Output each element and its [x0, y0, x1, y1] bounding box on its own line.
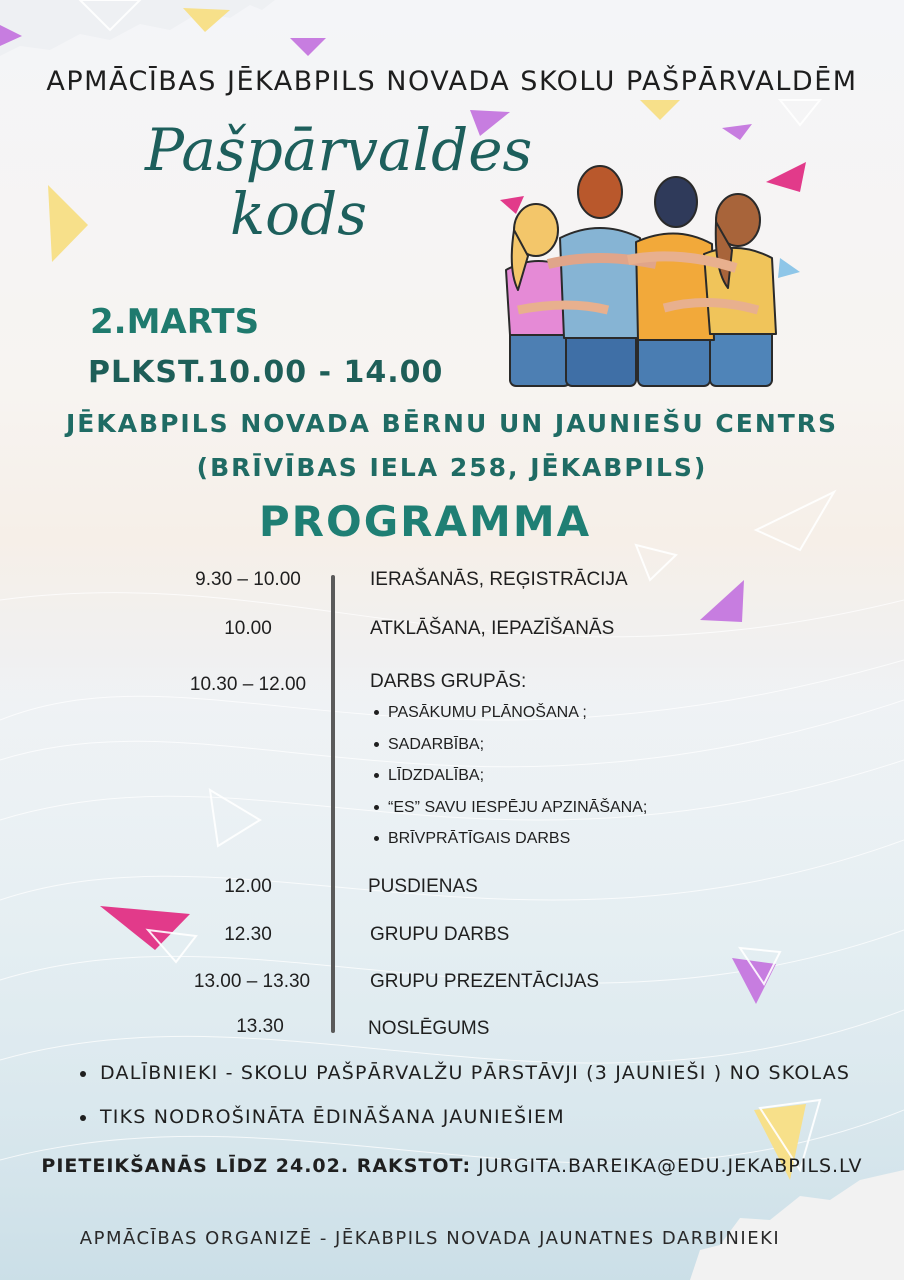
- note-participants: DALĪBNIEKI - SKOLU PAŠPĀRVALŽU PĀRSTĀVJI (3 JAUNIEŠI ) NO SKOLAS: [78, 1058, 850, 1102]
- signup-email-link[interactable]: JURGITA.BAREIKA@EDU.JEKABPILS.LV: [478, 1155, 863, 1177]
- list-item: PASĀKUMU PLĀNOŠANA ;: [370, 700, 647, 732]
- program-row-time: 12.00: [224, 876, 272, 897]
- list-item: “ES” SAVU IESPĒJU APZINĀŠANA;: [370, 795, 647, 827]
- program-row-activity: GRUPU DARBS: [370, 924, 510, 945]
- triangle-yellow: [183, 8, 230, 32]
- program-row-time: 13.30: [236, 1016, 284, 1037]
- script-title-line1: Pašpārvaldes: [145, 116, 533, 184]
- program-row-time: 12.30: [224, 924, 272, 945]
- program-row-time: 10.00: [224, 618, 272, 639]
- note-catering: TIKS NODROŠINĀTA ĒDINĀŠANA JAUNIEŠIEM: [78, 1102, 850, 1146]
- notes-list: [78, 1058, 850, 1146]
- event-venue: [0, 402, 904, 490]
- program-divider: [331, 575, 335, 1033]
- program-row-activity: DARBS GRUPĀS:: [370, 671, 527, 692]
- organizer-footer: APMĀCĪBAS ORGANIZĒ - JĒKABPILS NOVADA JAUNATNES DARBINIEKI: [79, 1228, 781, 1249]
- program-title: PROGRAMMA: [258, 497, 592, 546]
- triangle-yellow: [48, 185, 88, 262]
- signup-label: PIETEIKŠANĀS LĪDZ 24.02. RAKSTOT:: [41, 1155, 472, 1177]
- program-row-activity: ATKLĀŠANA, IEPAZĪŠANĀS: [370, 618, 615, 639]
- event-date: 2.MARTS: [90, 302, 260, 342]
- event-time: PLKST.10.00 - 14.00: [88, 355, 444, 390]
- list-item: SADARBĪBA;: [370, 732, 647, 764]
- program-row-time: 13.00 – 13.30: [193, 971, 311, 992]
- signup-line: [0, 1155, 904, 1177]
- triangle-lilac: [290, 38, 326, 56]
- group-topics-list: [370, 700, 647, 858]
- triangle-lilac: [700, 580, 744, 622]
- list-item: LĪDZDALĪBA;: [370, 763, 647, 795]
- program-row-time: 9.30 – 10.00: [195, 569, 301, 590]
- program-row-time: 10.30 – 12.00: [189, 674, 307, 695]
- program-row-activity: IERAŠANĀS, REĢISTRĀCIJA: [370, 569, 628, 590]
- triangle-yellow: [640, 100, 680, 120]
- friends-illustration: [488, 160, 798, 388]
- program-row-activity: PUSDIENAS: [368, 876, 478, 897]
- program-row-activity: NOSLĒGUMS: [368, 1018, 490, 1039]
- top-title: APMĀCĪBAS JĒKABPILS NOVADA SKOLU PAŠPĀRVALDĒM: [46, 66, 858, 97]
- triangle-lilac: [722, 124, 752, 140]
- venue-name: JĒKABPILS NOVADA BĒRNU UN JAUNIEŠU CENTRS: [65, 409, 839, 438]
- list-item: BRĪVPRĀTĪGAIS DARBS: [370, 826, 647, 858]
- program-row-activity: GRUPU PREZENTĀCIJAS: [370, 971, 600, 992]
- venue-address: (BRĪVĪBAS IELA 258, JĒKABPILS): [196, 453, 708, 482]
- event-logo-title: [145, 116, 533, 248]
- script-title-line2: kods: [230, 180, 367, 248]
